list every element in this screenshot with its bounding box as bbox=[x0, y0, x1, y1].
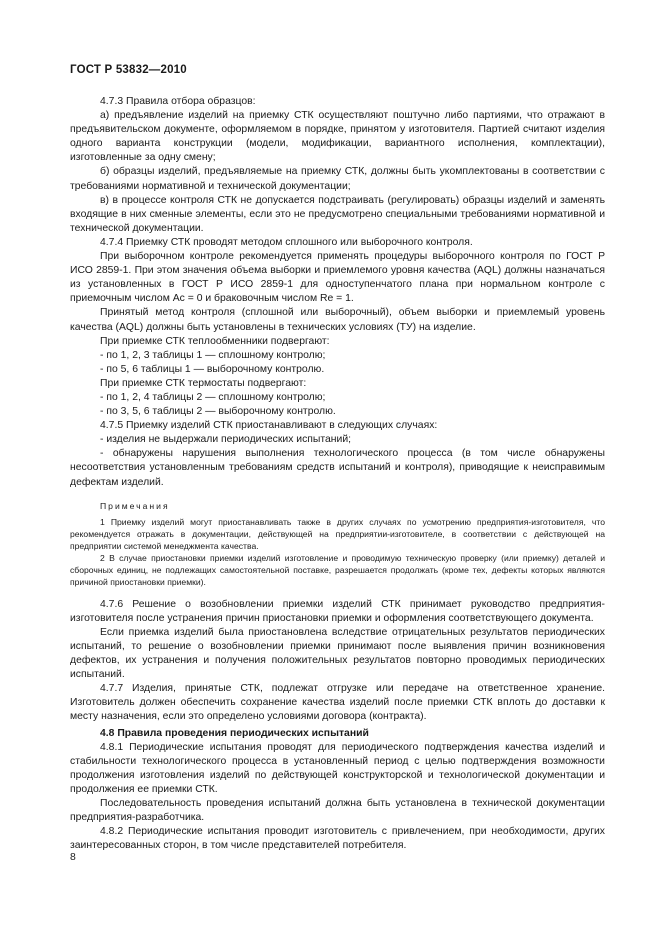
clause-4-7-5: 4.7.5 Приемку изделий СТК приостанавливают в следующих случаях: bbox=[100, 420, 438, 432]
section-4-7-continued bbox=[70, 598, 605, 854]
clause-4-8-1: 4.8.1 Периодические испытания проводят для периодического подтверждения качества изделий и стабильности технологического процесса в установленный период с целью подтверждения возможности продолжения изготовления изделий по действующей конструкторской и технологической документации и продолжения ее приемки СТК. bbox=[70, 741, 605, 795]
paragraph: При приемке СТК теплообменники подвергают: bbox=[100, 335, 330, 347]
paragraph: а) предъявление изделий на приемку СТК осуществляют поштучно либо партиями, что отражают в предъявительском документе, оформляемом в порядке, принятом у изготовителя. Партией считают изделия одного варианта конструкции (модели, модификации, вариантного исполнения, комплектации), изготовленные за одну смену; bbox=[70, 110, 605, 164]
list-item: - по 3, 5, 6 таблицы 2 — выборочному контролю. bbox=[100, 406, 336, 418]
clause-4-7-6: 4.7.6 Решение о возобновлении приемки изделий СТК принимает руководство предприятия-изготовителя после устранения причин приостановки приемки и оформления соответствующего документа. bbox=[70, 598, 605, 624]
clause-4-8-2: 4.8.2 Периодические испытания проводит изготовитель с привлечением, при необходимости, других заинтересованных сторон, в том числе представителей потребителя. bbox=[70, 826, 605, 852]
note-item: 1 Приемку изделий могут приостанавливать также в других случаях по усмотрению предприятия-изготовителя, что рекомендуется отражать в документации, действующей на предприятии-изготовителе, в соответствии с действующей на предприятии системой менеджмента качества. bbox=[70, 516, 605, 551]
paragraph: При выборочном контроле рекомендуется применять процедуры выборочного контроля по ГОСТ Р ИСО 2859-1. При этом значения объема выборки и приемлемого уровня качества (AQL) должны назначаться из установленных в ГОСТ Р ИСО 2859-1 для одноступенчатого плана при нормальном контроле с приемочным числом Ac = 0 и браковочным числом Re = 1. bbox=[70, 251, 605, 305]
paragraph: Последовательность проведения испытаний должна быть установлена в технической документации предприятия-разработчика. bbox=[70, 798, 605, 824]
list-item: - по 1, 2, 3 таблицы 1 — сплошному контролю; bbox=[100, 349, 326, 361]
paragraph: Принятый метод контроля (сплошной или выборочный), объем выборки и приемлемый уровень качества (AQL) должны быть установлены в технических условиях (ТУ) на изделие. bbox=[70, 307, 605, 333]
section-heading-4-8: 4.8 Правила проведения периодических испытаний bbox=[100, 727, 369, 739]
clause-4-7-7: 4.7.7 Изделия, принятые СТК, подлежат отгрузке или передаче на ответственное хранение. Изготовитель должен обеспечить сохранение качества изделий после приемки СТК вплоть до доставки к месту назначения, если это определено условиями договора (контракта). bbox=[70, 683, 605, 723]
list-item: - по 1, 2, 4 таблицы 2 — сплошному контролю; bbox=[100, 391, 326, 403]
paragraph: При приемке СТК термостаты подвергают: bbox=[100, 377, 307, 389]
document-header: ГОСТ Р 53832—2010 bbox=[70, 64, 187, 76]
clause-4-7-3: 4.7.3 Правила отбора образцов: bbox=[100, 96, 256, 107]
paragraph: в) в процессе контроля СТК не допускается подстраивать (регулировать) образцы изделий и заменять входящие в них сменные элементы, если это не предусмотрено специальными требованиями нормативной и технической документации. bbox=[70, 194, 605, 234]
note-item: 2 В случае приостановки приемки изделий изготовление и проводимую техническую проверку (или приемку) деталей и сборочных единиц, не подлежащих самостоятельной поставке, разрешается продолжать (кроме тех, дефекты которых являются причиной приостановки приемки). bbox=[70, 552, 605, 587]
section-4-7 bbox=[70, 95, 605, 490]
paragraph: Если приемка изделий была приостановлена вследствие отрицательных результатов периодических испытаний, то решение о возобновлении приемки принимают после выявления причин возникновения дефектов, их устранения и получения положительных результатов повторно проводимых периодических испытаний. bbox=[70, 626, 605, 681]
list-item: - по 5, 6 таблицы 1 — выборочному контролю. bbox=[100, 363, 325, 375]
clause-4-7-4: 4.7.4 Приемку СТК проводят методом сплошного или выборочного контроля. bbox=[100, 236, 473, 248]
page-number: 8 bbox=[70, 852, 76, 863]
list-item: - изделия не выдержали периодических испытаний; bbox=[100, 434, 352, 446]
list-item: - обнаружены нарушения выполнения технологического процесса (в том числе обнаружены несоответствия установленным требованиям средств испытаний и контроля), приводящие к неисправимым дефектам изделий. bbox=[70, 448, 605, 488]
notes-title: Примечания bbox=[100, 500, 170, 511]
paragraph: б) образцы изделий, предъявляемые на приемку СТК, должны быть укомплектованы в соответствии с требованиями нормативной и технической документации; bbox=[70, 166, 605, 192]
notes-block bbox=[70, 499, 605, 588]
